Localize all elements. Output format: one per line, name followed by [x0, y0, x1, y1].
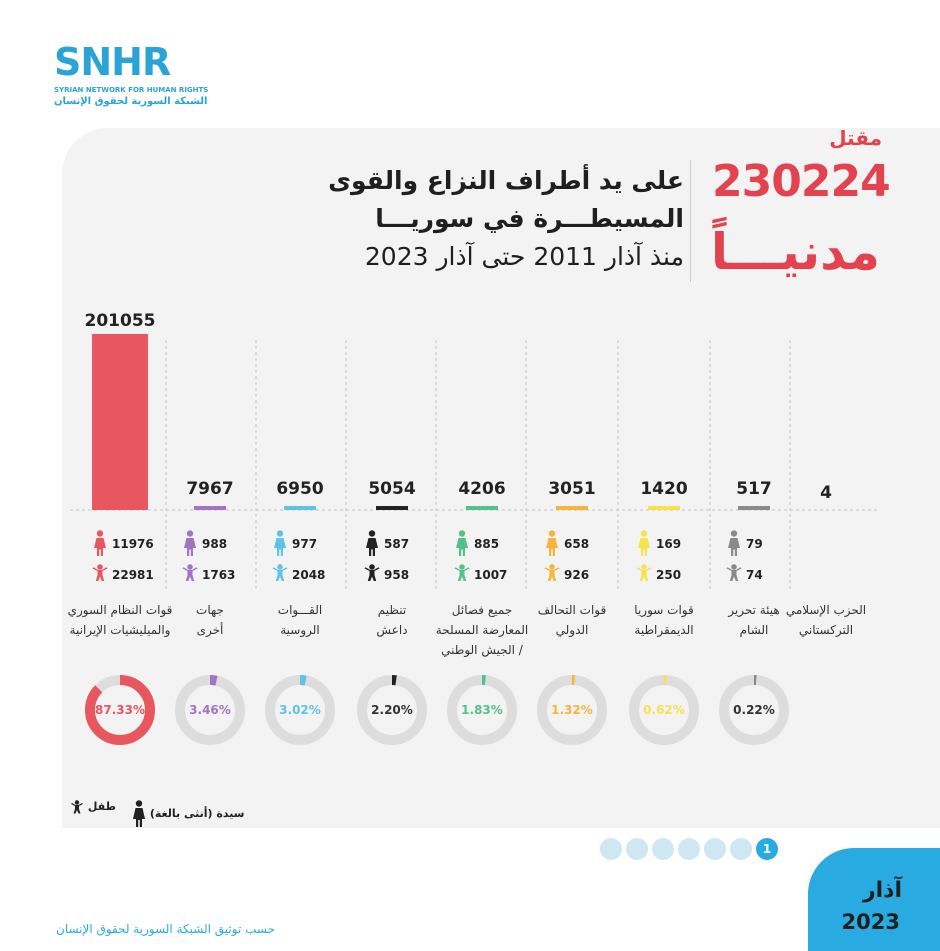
children-count: 250	[656, 568, 682, 582]
children-count: 22981	[112, 568, 154, 582]
woman-icon	[728, 530, 740, 556]
category-label: داعش	[376, 623, 408, 637]
percent-label: 1.83%	[461, 703, 503, 717]
page-dot[interactable]	[626, 838, 648, 860]
page-dot-current[interactable]: 1	[756, 838, 778, 860]
date-month: آذار	[862, 878, 902, 903]
bar-value-label: 3051	[548, 479, 596, 499]
bar-value-label: 7967	[186, 479, 234, 499]
women-count: 169	[656, 537, 682, 551]
page-dot[interactable]	[600, 838, 622, 860]
percent-label: 0.62%	[643, 703, 685, 717]
bar-value-label: 201055	[84, 311, 156, 331]
woman-icon	[638, 530, 650, 556]
bar	[92, 334, 148, 510]
women-count: 79	[746, 537, 763, 551]
children-count: 1007	[474, 568, 508, 582]
women-count: 977	[292, 537, 318, 551]
bar	[284, 506, 316, 510]
woman-icon	[132, 800, 146, 828]
percent-label: 87.33%	[95, 703, 145, 717]
bar-value-label: 1420	[640, 479, 688, 499]
percent-label: 3.02%	[279, 703, 321, 717]
title-line-1: على يد أطراف النزاع والقوى	[328, 166, 684, 195]
women-count: 11976	[112, 537, 154, 551]
page-dot[interactable]	[730, 838, 752, 860]
woman-icon	[546, 530, 558, 556]
category-label: قوات النظام السوري	[67, 603, 173, 617]
page-dot[interactable]	[678, 838, 700, 860]
children-count: 74	[746, 568, 763, 582]
woman-icon	[94, 530, 106, 556]
category-label: والميليشيات الإيرانية	[69, 623, 171, 637]
bar-value-label: 517	[736, 479, 772, 499]
category-label: هيئة تحرير	[728, 603, 780, 617]
bar	[194, 506, 226, 510]
child-icon	[70, 800, 84, 814]
child-icon	[365, 564, 380, 581]
percent-label: 1.32%	[551, 703, 593, 717]
child-icon	[183, 564, 198, 581]
category-label: قوات سوريا	[634, 603, 694, 617]
children-count: 2048	[292, 568, 326, 582]
children-count: 1763	[202, 568, 236, 582]
woman-icon	[274, 530, 286, 556]
percent-label: 2.20%	[371, 703, 413, 717]
bar-value-label: 4	[820, 483, 832, 503]
category-label: الروسية	[280, 623, 320, 637]
women-count: 587	[384, 537, 410, 551]
child-icon	[455, 564, 470, 581]
women-count: 988	[202, 537, 228, 551]
child-icon	[93, 564, 108, 581]
bar	[648, 506, 680, 510]
legend-child-label: طفل	[87, 800, 116, 813]
women-count: 658	[564, 537, 590, 551]
child-icon	[545, 564, 560, 581]
bar-value-label: 4206	[458, 479, 506, 499]
woman-icon	[456, 530, 468, 556]
category-label: جميع فصائل	[451, 603, 513, 617]
civilians-word: مدنيـــاً	[710, 223, 880, 281]
page-dot[interactable]	[652, 838, 674, 860]
footer-source: حسب توثيق الشبكة السورية لحقوق الإنسان	[56, 922, 275, 936]
category-label: / الجيش الوطني	[441, 643, 523, 657]
category-label: التركستاني	[798, 623, 854, 637]
logo-subtitle-ar: الشبكة السورية لحقوق الإنسان	[54, 96, 208, 107]
bar	[738, 506, 770, 510]
title-line-2: المسيطـــرة في سوريـــا	[375, 204, 684, 233]
category-label: الحزب الإسلامي	[785, 603, 867, 617]
bar	[556, 506, 588, 510]
category-label: القـــوات	[277, 603, 323, 617]
bar	[466, 506, 498, 510]
category-label: أخرى	[196, 623, 224, 637]
date-year: 2023	[841, 910, 900, 934]
percent-label: 0.22%	[733, 703, 775, 717]
killed-word: مقتل	[829, 126, 882, 150]
woman-icon	[366, 530, 378, 556]
percent-label: 3.46%	[189, 703, 231, 717]
category-label: قوات التحالف	[537, 603, 607, 617]
child-icon	[727, 564, 742, 581]
woman-icon	[184, 530, 196, 556]
children-count: 958	[384, 568, 410, 582]
category-label: المعارضة المسلحة	[435, 623, 529, 637]
category-label: تنظيم	[377, 603, 407, 617]
bar-value-label: 5054	[368, 479, 416, 499]
category-label: الشام	[739, 623, 769, 637]
category-label: الدولي	[555, 623, 589, 637]
category-label: الديمقراطية	[634, 623, 694, 637]
title-line-3: منذ آذار 2011 حتى آذار 2023	[364, 242, 684, 271]
child-icon	[273, 564, 288, 581]
category-label: جهات	[196, 603, 224, 617]
women-count: 885	[474, 537, 500, 551]
child-icon	[637, 564, 652, 581]
children-count: 926	[564, 568, 590, 582]
bar	[376, 506, 408, 510]
logo-wordmark: SNHR	[54, 40, 171, 84]
legend-child	[70, 800, 116, 814]
page-dot[interactable]	[704, 838, 726, 860]
logo-subtitle-en: SYRIAN NETWORK FOR HUMAN RIGHTS	[54, 86, 209, 94]
bar-value-label: 6950	[276, 479, 324, 499]
legend-woman	[132, 800, 245, 828]
legend-woman-label: سيدة (أنثى بالغة)	[149, 807, 245, 820]
total-count: 230224	[712, 156, 890, 207]
